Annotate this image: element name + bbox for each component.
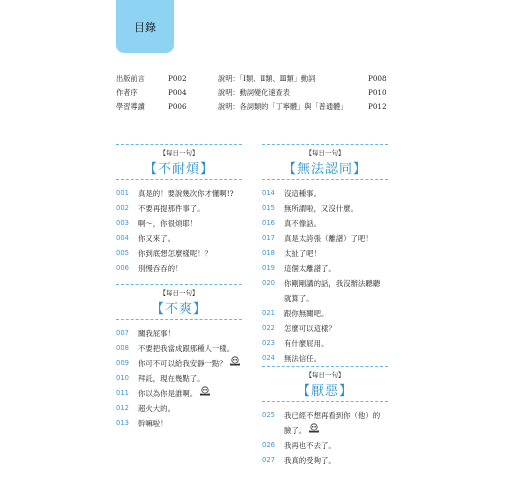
toc-item[interactable]: 說明：「Ⅰ類、Ⅱ類、Ⅲ類」動詞 P008 bbox=[218, 74, 387, 83]
list-item[interactable]: 021 跟你無關吧。 bbox=[262, 309, 329, 318]
contents-tab-label: 目錄 bbox=[134, 20, 156, 34]
daily-label: 【每日一句】 bbox=[262, 366, 388, 379]
list-item[interactable]: 022 怎麼可以這樣？ bbox=[262, 324, 336, 333]
daily-label: 【每日一句】 bbox=[262, 144, 388, 157]
skull-icon bbox=[308, 423, 320, 438]
list-item[interactable]: 004 你又來了。 bbox=[116, 234, 175, 243]
list-item[interactable]: 007 關我屁事！ bbox=[116, 329, 175, 338]
list-item[interactable]: 026 我再也不去了。 bbox=[262, 441, 336, 450]
phrase-list-annoyed bbox=[116, 326, 241, 431]
list-item[interactable]: 027 我真的受夠了。 bbox=[262, 456, 336, 465]
list-item[interactable]: 024 無法信任。 bbox=[262, 354, 321, 363]
list-item-continuation: 就算了。 bbox=[284, 294, 314, 303]
list-item[interactable]: 013 幹嘛啦！ bbox=[116, 419, 168, 428]
skull-icon bbox=[229, 356, 241, 371]
divider bbox=[116, 319, 242, 320]
toc-item[interactable]: 說明：各詞類的「丁寧體」與「普通體」 P012 bbox=[218, 102, 387, 111]
list-item[interactable]: 006 別慢吞吞的！ bbox=[116, 264, 183, 273]
toc-right bbox=[218, 72, 387, 114]
list-item[interactable]: 018 太扯了吧！ bbox=[262, 249, 321, 258]
section-header-annoyed bbox=[116, 284, 242, 320]
section-title: 【不爽】 bbox=[150, 302, 207, 317]
toc-item[interactable]: 學習導讀 P006 bbox=[116, 102, 187, 111]
phrase-list-disgust bbox=[262, 408, 380, 468]
section-title: 【無法認同】 bbox=[282, 162, 367, 177]
list-item[interactable]: 025 我已經不想再看到你（他）的 bbox=[262, 411, 381, 420]
section-header-impatient bbox=[116, 144, 242, 180]
list-item[interactable]: 010 拜託，現在幾點了。 bbox=[116, 374, 205, 383]
list-item[interactable]: 011 你以為你是誰啊。 bbox=[116, 386, 241, 401]
list-item[interactable]: 009 你可不可以給我安靜一點？ bbox=[116, 356, 241, 371]
divider bbox=[262, 401, 388, 402]
list-item[interactable]: 003 啊～，你很煩耶！ bbox=[116, 219, 198, 228]
phrase-list-impatient bbox=[116, 186, 234, 276]
toc-item[interactable]: 作者序 P004 bbox=[116, 88, 187, 97]
list-item[interactable]: 020 你剛剛講的話，我沒辦法聽聽 bbox=[262, 279, 381, 288]
list-item[interactable]: 016 真不像話。 bbox=[262, 219, 321, 228]
section-title: 【厭惡】 bbox=[296, 384, 353, 399]
list-item[interactable]: 014 沒這種事。 bbox=[262, 189, 321, 198]
list-item[interactable]: 012 超火大的。 bbox=[116, 404, 175, 413]
contents-tab bbox=[116, 0, 174, 53]
divider bbox=[262, 179, 388, 180]
daily-label: 【每日一句】 bbox=[116, 284, 242, 297]
toc-left bbox=[116, 72, 187, 114]
skull-icon bbox=[199, 386, 211, 401]
toc-item[interactable]: 說明：動詞變化速查表 P010 bbox=[218, 88, 387, 97]
list-item[interactable]: 008 不要把我當成跟那種人一樣。 bbox=[116, 344, 235, 353]
daily-label: 【每日一句】 bbox=[116, 144, 242, 157]
list-item[interactable]: 017 真是太誇張（離譜）了吧！ bbox=[262, 234, 373, 243]
list-item[interactable]: 015 無所謂啦，又沒什麼。 bbox=[262, 204, 358, 213]
section-title: 【不耐煩】 bbox=[143, 162, 214, 177]
section-header-helpless bbox=[262, 144, 388, 180]
list-item[interactable]: 019 這個太離譜了。 bbox=[262, 264, 336, 273]
section-header-disgust bbox=[262, 366, 388, 402]
toc-item[interactable]: 出版前言 P002 bbox=[116, 74, 187, 83]
list-item[interactable]: 001 真是的！要說幾次你才懂啊!? bbox=[116, 189, 234, 198]
list-item[interactable]: 002 不要再提那件事了。 bbox=[116, 204, 205, 213]
list-item[interactable]: 023 有什麼屁用。 bbox=[262, 339, 329, 348]
divider bbox=[116, 179, 242, 180]
list-item[interactable]: 005 你到底想怎麼樣呢！？ bbox=[116, 249, 212, 258]
list-item-continuation: 臉了。 bbox=[262, 423, 380, 438]
phrase-list-helpless bbox=[262, 186, 380, 366]
